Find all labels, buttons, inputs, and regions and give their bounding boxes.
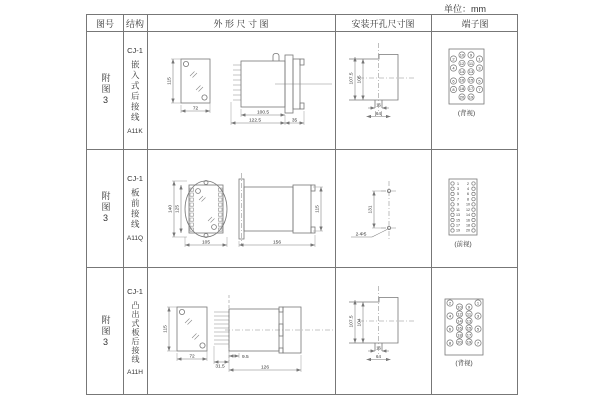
svg-text:10: 10	[459, 52, 465, 58]
svg-text:1: 1	[478, 56, 481, 62]
terminal-diagram-a11h	[431, 267, 519, 396]
side-view	[239, 173, 315, 245]
row3-terminal-cell	[431, 267, 519, 396]
dim-slot: 16	[376, 102, 381, 108]
dim-width: 105	[201, 240, 211, 246]
structure-code: A11H	[127, 369, 143, 376]
outline-drawing-a11q	[147, 149, 335, 267]
row3-mounting-cell	[335, 267, 431, 396]
model-label: CJ-1	[127, 174, 143, 183]
dim-v-inner: 104	[357, 318, 363, 327]
svg-text:16: 16	[459, 77, 465, 83]
front-view	[185, 181, 227, 238]
svg-text:9: 9	[467, 304, 471, 310]
svg-text:6: 6	[452, 78, 455, 84]
row2-outline-cell	[147, 149, 335, 267]
svg-text:4: 4	[467, 186, 469, 191]
row2-structure	[123, 149, 147, 267]
header-terminal: 端子图	[461, 18, 489, 29]
dim-height-outer: 140	[168, 204, 174, 214]
dim-slot: 16	[376, 345, 381, 351]
terminal-diagram-a11q	[431, 149, 519, 267]
mounting-drawing-a11q	[335, 149, 431, 267]
row1-outline-cell	[147, 31, 335, 149]
dim-depth: 156	[272, 240, 282, 246]
svg-text:18: 18	[457, 332, 462, 338]
fig-no-text: 附图3	[100, 314, 111, 349]
row2-mounting-cell	[335, 149, 431, 267]
svg-text:13: 13	[468, 69, 474, 75]
svg-text:4: 4	[452, 65, 455, 71]
svg-text:3: 3	[457, 186, 459, 191]
dim-height-side: 115	[315, 205, 321, 213]
dim-v-inner: 105	[357, 75, 363, 84]
svg-text:14: 14	[466, 213, 470, 218]
svg-text:6: 6	[448, 326, 452, 332]
svg-text:18: 18	[459, 86, 465, 91]
svg-text:3: 3	[478, 65, 481, 71]
svg-text:5: 5	[478, 78, 481, 84]
header-outline: 外 形 尺 寸 图	[213, 18, 269, 29]
dim-height: 115	[167, 77, 173, 85]
row1-mounting-cell	[335, 31, 431, 149]
dim-depth-body: 100.5	[256, 110, 270, 116]
model-label: CJ-1	[127, 45, 143, 55]
svg-text:7: 7	[457, 197, 459, 202]
svg-text:17: 17	[456, 223, 460, 228]
svg-text:5: 5	[476, 326, 480, 332]
unit-label: 单位：mm	[444, 4, 486, 14]
dim-flange: 35	[291, 118, 298, 124]
svg-text:9: 9	[469, 52, 473, 58]
view-caption: (背视)	[455, 360, 473, 367]
svg-text:14: 14	[459, 69, 465, 75]
svg-text:20: 20	[466, 228, 470, 233]
terminal-pins	[450, 52, 482, 100]
structure-code: A11Q	[126, 235, 144, 242]
svg-text:11: 11	[466, 311, 472, 317]
svg-text:20: 20	[457, 339, 462, 345]
dim-hole-span: 131	[368, 205, 374, 214]
svg-text:9: 9	[457, 202, 459, 207]
svg-text:8: 8	[467, 197, 469, 202]
svg-text:7: 7	[476, 340, 480, 346]
dim-height-inner: 125	[175, 204, 181, 214]
dim-width: 72	[192, 106, 199, 112]
header-mounting: 安装开孔尺寸图	[351, 18, 415, 29]
svg-text:5: 5	[457, 192, 459, 197]
svg-text:2: 2	[452, 56, 455, 62]
svg-text:1: 1	[457, 181, 459, 186]
terminal-pins	[451, 182, 475, 233]
dim-pin-len: 31.5	[215, 364, 225, 370]
dim-step: 9.5	[242, 354, 249, 360]
svg-text:16: 16	[457, 325, 462, 331]
dim-v-outer: 107.5	[349, 72, 355, 85]
row3-fig-no	[87, 267, 123, 396]
svg-text:12: 12	[466, 207, 470, 212]
view-caption: (前视)	[454, 241, 472, 248]
svg-text:17: 17	[466, 332, 472, 338]
svg-text:13: 13	[456, 213, 460, 218]
row2-fig-no	[87, 149, 123, 267]
dim-width: 72	[189, 354, 195, 360]
row1-terminal-cell	[431, 31, 519, 149]
model-label: CJ-1	[127, 287, 143, 296]
svg-text:3: 3	[476, 313, 480, 319]
fig-no-text: 附图3	[100, 191, 111, 225]
front-view	[181, 59, 210, 103]
svg-text:14: 14	[457, 318, 462, 324]
side-view	[214, 295, 333, 361]
svg-text:17: 17	[468, 86, 474, 91]
dim-v-outer: 107.5	[349, 315, 355, 328]
svg-text:19: 19	[456, 228, 460, 233]
view-caption: (背视)	[457, 110, 476, 117]
outline-drawing-a11k	[147, 31, 335, 149]
header-structure: 结构	[125, 18, 144, 29]
side-view	[233, 54, 332, 114]
svg-text:10: 10	[457, 304, 462, 310]
svg-text:20: 20	[459, 94, 465, 100]
row1-structure	[123, 31, 147, 149]
svg-text:2: 2	[467, 181, 469, 186]
svg-text:8: 8	[448, 340, 452, 346]
terminal-pins	[447, 300, 481, 346]
structure-code: A11K	[127, 127, 143, 135]
svg-text:8: 8	[452, 86, 455, 92]
fig-no-text: 附图3	[100, 73, 111, 107]
dim-width: [64]	[374, 111, 383, 116]
svg-text:15: 15	[456, 218, 460, 223]
terminal-diagram-a11k	[431, 31, 519, 149]
structure-type: 凸出式板后接线	[131, 301, 140, 364]
svg-text:12: 12	[459, 60, 465, 66]
front-view	[177, 307, 207, 351]
svg-text:16: 16	[466, 218, 470, 223]
svg-text:19: 19	[466, 339, 472, 345]
spec-table	[86, 14, 518, 395]
dim-depth: 126	[260, 365, 270, 371]
cutout-outline	[349, 298, 398, 352]
row1-fig-no	[87, 31, 123, 149]
row3-outline-cell	[147, 267, 335, 396]
dim-width: 64	[376, 354, 381, 359]
svg-text:7: 7	[478, 86, 481, 92]
svg-text:19: 19	[468, 94, 474, 100]
svg-text:4: 4	[448, 313, 452, 319]
svg-text:11: 11	[468, 60, 474, 66]
cutout-outline	[349, 55, 398, 109]
svg-text:2: 2	[448, 300, 452, 306]
row2-terminal-cell	[431, 149, 519, 267]
svg-text:18: 18	[466, 223, 470, 228]
dim-depth-total: 122.5	[248, 118, 262, 124]
svg-text:15: 15	[466, 325, 472, 331]
svg-text:15: 15	[468, 77, 474, 83]
header-fig-no: 图号	[95, 18, 114, 29]
svg-text:1: 1	[476, 300, 480, 306]
svg-text:13: 13	[466, 318, 472, 324]
mounting-drawing-a11h	[335, 267, 431, 396]
svg-text:10: 10	[466, 202, 470, 207]
outline-drawing-a11h	[147, 267, 335, 396]
row3-structure	[123, 267, 147, 396]
dim-height: 115	[163, 325, 169, 333]
hole-callout: 2-Φ5	[355, 232, 367, 238]
svg-text:11: 11	[456, 207, 460, 212]
svg-text:6: 6	[467, 192, 469, 197]
mounting-drawing-a11k	[335, 31, 431, 149]
structure-type: 嵌入式后接线	[130, 59, 141, 123]
structure-type: 板前接线	[130, 188, 141, 230]
svg-text:12: 12	[457, 311, 462, 317]
